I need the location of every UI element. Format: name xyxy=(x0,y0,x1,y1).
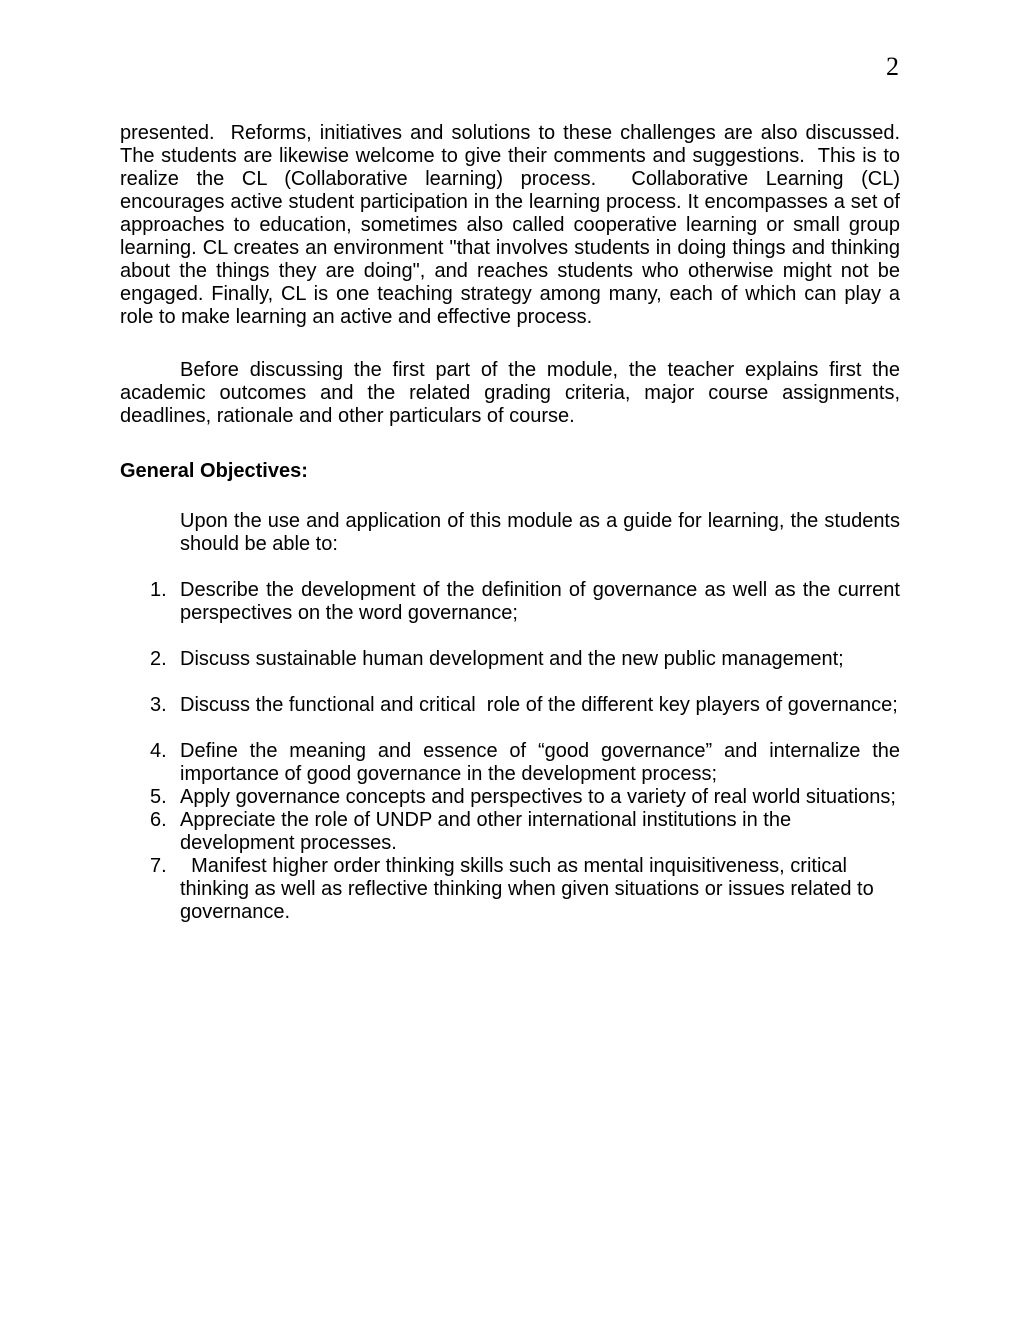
objective-text xyxy=(180,786,900,809)
text-line: encourages active student participation in the learning process. It encompasses a set of xyxy=(120,191,900,213)
text-line: perspectives on the word governance; xyxy=(180,602,518,624)
text-line: about the things they are doing", and reaches students who otherwise might not be xyxy=(120,260,900,282)
text-line: Manifest higher order thinking skills such as mental inquisitiveness, critical xyxy=(180,855,847,877)
objective-text xyxy=(180,740,900,786)
document-body xyxy=(120,122,900,924)
objective-number: 1. xyxy=(150,579,167,601)
text-line: governance. xyxy=(180,901,291,923)
text-line: Discuss sustainable human development and the new public management; xyxy=(180,648,844,670)
objective-text xyxy=(180,694,900,717)
text-line: presented. Reforms, initiatives and solutions to these challenges are also discussed. xyxy=(120,122,900,144)
objective-item xyxy=(150,809,900,855)
page-number: 2 xyxy=(886,52,899,81)
text-line: engaged. Finally, CL is one teaching strategy among many, each of which can play a xyxy=(120,283,900,305)
text-line: Describe the development of the definition of governance as well as the current xyxy=(180,579,900,601)
objective-number: 2. xyxy=(150,648,167,670)
objective-text xyxy=(180,648,900,671)
text-line: Apply governance concepts and perspectives to a variety of real world situations; xyxy=(180,786,896,808)
objective-item xyxy=(150,694,900,717)
text-line: role to make learning an active and effective process. xyxy=(120,306,593,328)
objectives-intro-paragraph xyxy=(180,510,900,556)
text-line: thinking as well as reflective thinking when given situations or issues related to xyxy=(180,878,874,900)
objective-number: 3. xyxy=(150,694,167,716)
objectives-list xyxy=(120,579,900,924)
paragraph-collaborative-learning xyxy=(120,122,900,329)
text-line: Define the meaning and essence of “good governance” and internalize the xyxy=(180,740,900,762)
text-line: learning. CL creates an environment "that involves students in doing things and thinking xyxy=(120,237,900,259)
text-line: The students are likewise welcome to give their comments and suggestions. This is to xyxy=(120,145,900,167)
objective-number: 5. xyxy=(150,786,167,808)
text-line: should be able to: xyxy=(180,533,338,555)
objective-number: 4. xyxy=(150,740,167,762)
objective-item xyxy=(150,786,900,809)
objective-number: 6. xyxy=(150,809,167,831)
text-line: development processes. xyxy=(180,832,397,854)
objective-text xyxy=(180,579,900,625)
objective-number: 7. xyxy=(150,855,167,877)
objective-item xyxy=(150,579,900,625)
text-line: approaches to education, sometimes also called cooperative learning or small group xyxy=(120,214,900,236)
paragraph-course-overview xyxy=(120,359,900,428)
objective-item xyxy=(150,855,900,924)
objective-text xyxy=(180,855,900,924)
text-line: Before discussing the first part of the module, the teacher explains first the xyxy=(180,359,900,381)
objective-text xyxy=(180,809,900,855)
objective-item xyxy=(150,740,900,786)
objective-item xyxy=(150,648,900,671)
text-line: deadlines, rationale and other particulars of course. xyxy=(120,405,575,427)
general-objectives-heading: General Objectives: xyxy=(120,460,308,482)
text-line: Appreciate the role of UNDP and other international institutions in the xyxy=(180,809,792,831)
text-line: academic outcomes and the related grading criteria, major course assignments, xyxy=(120,382,900,404)
text-line: importance of good governance in the development process; xyxy=(180,763,718,785)
text-line: Upon the use and application of this module as a guide for learning, the students xyxy=(180,510,900,532)
text-line: Discuss the functional and critical role of the different key players of governance; xyxy=(180,694,898,716)
text-line: realize the CL (Collaborative learning) process. Collaborative Learning (CL) xyxy=(120,168,900,190)
